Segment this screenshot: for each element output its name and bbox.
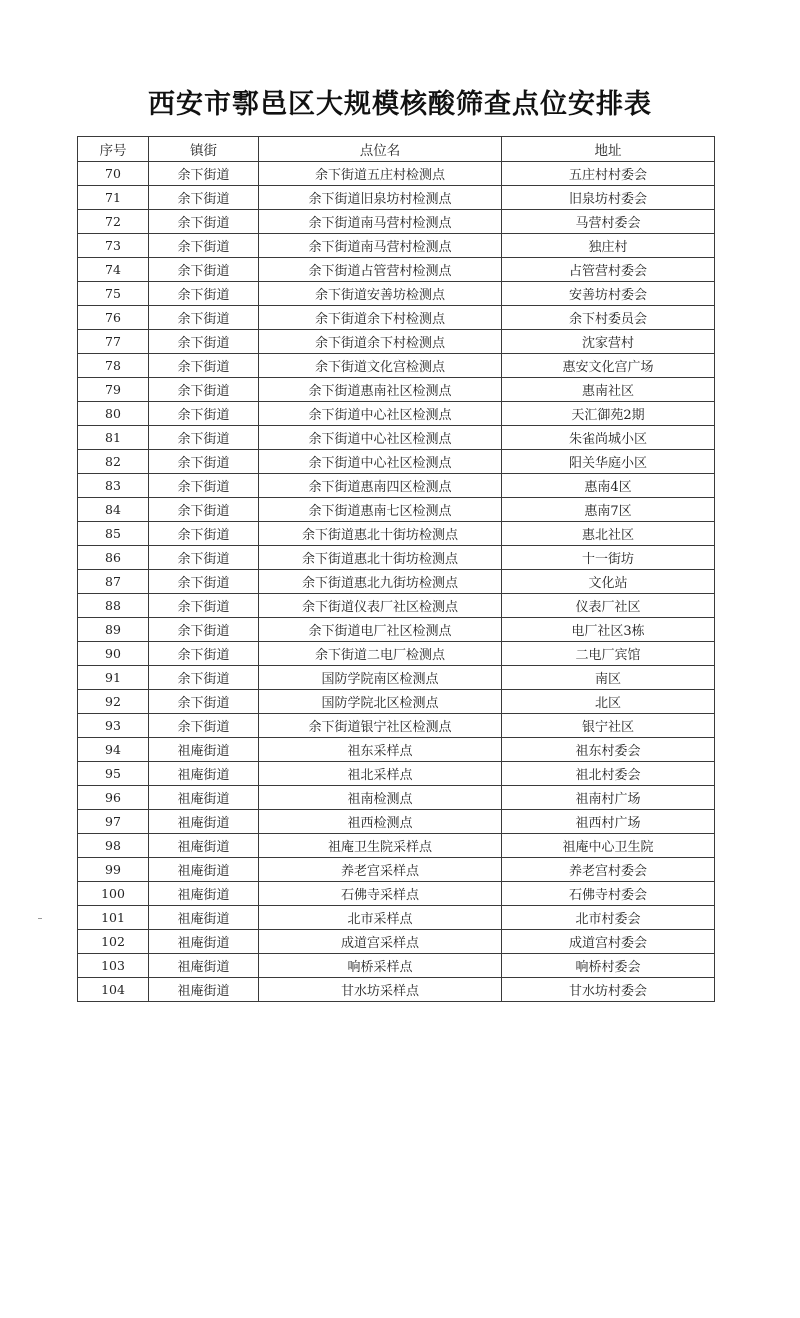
cell-address: 北市村委会 xyxy=(502,906,715,930)
cell-number: 86 xyxy=(78,546,149,570)
cell-address: 祖东村委会 xyxy=(502,738,715,762)
cell-street: 余下街道 xyxy=(149,642,259,666)
table-row xyxy=(78,522,715,546)
cell-street: 余下街道 xyxy=(149,498,259,522)
cell-address: 仪表厂社区 xyxy=(502,594,715,618)
cell-number: 79 xyxy=(78,378,149,402)
cell-number: 104 xyxy=(78,978,149,1002)
cell-site-name: 余下街道南马营村检测点 xyxy=(259,234,502,258)
cell-address: 惠南社区 xyxy=(502,378,715,402)
table-row xyxy=(78,666,715,690)
cell-street: 祖庵街道 xyxy=(149,954,259,978)
table-row xyxy=(78,762,715,786)
cell-address: 五庄村村委会 xyxy=(502,162,715,186)
cell-number: 90 xyxy=(78,642,149,666)
cell-address: 天汇御苑2期 xyxy=(502,402,715,426)
cell-site-name: 余下街道惠南社区检测点 xyxy=(259,378,502,402)
cell-site-name: 余下街道五庄村检测点 xyxy=(259,162,502,186)
table-row xyxy=(78,618,715,642)
scan-mark xyxy=(38,918,42,919)
cell-site-name: 国防学院北区检测点 xyxy=(259,690,502,714)
table-row xyxy=(78,594,715,618)
cell-site-name: 余下街道电厂社区检测点 xyxy=(259,618,502,642)
table-row xyxy=(78,354,715,378)
cell-street: 余下街道 xyxy=(149,402,259,426)
cell-street: 余下街道 xyxy=(149,690,259,714)
cell-address: 文化站 xyxy=(502,570,715,594)
table-row xyxy=(78,282,715,306)
cell-address: 马营村委会 xyxy=(502,210,715,234)
table-row xyxy=(78,858,715,882)
cell-site-name: 祖庵卫生院采样点 xyxy=(259,834,502,858)
cell-number: 89 xyxy=(78,618,149,642)
table-row xyxy=(78,978,715,1002)
cell-number: 96 xyxy=(78,786,149,810)
cell-site-name: 余下街道旧泉坊村检测点 xyxy=(259,186,502,210)
cell-street: 余下街道 xyxy=(149,282,259,306)
cell-site-name: 国防学院南区检测点 xyxy=(259,666,502,690)
cell-street: 祖庵街道 xyxy=(149,978,259,1002)
cell-site-name: 余下街道惠南四区检测点 xyxy=(259,474,502,498)
cell-address: 祖北村委会 xyxy=(502,762,715,786)
cell-number: 81 xyxy=(78,426,149,450)
cell-number: 102 xyxy=(78,930,149,954)
cell-street: 余下街道 xyxy=(149,234,259,258)
cell-address: 占管营村委会 xyxy=(502,258,715,282)
cell-site-name: 余下街道银宁社区检测点 xyxy=(259,714,502,738)
table-row xyxy=(78,498,715,522)
cell-site-name: 余下街道中心社区检测点 xyxy=(259,450,502,474)
cell-number: 97 xyxy=(78,810,149,834)
cell-street: 祖庵街道 xyxy=(149,762,259,786)
table-row xyxy=(78,834,715,858)
cell-street: 余下街道 xyxy=(149,714,259,738)
cell-address: 阳关华庭小区 xyxy=(502,450,715,474)
cell-site-name: 北市采样点 xyxy=(259,906,502,930)
cell-site-name: 余下街道仪表厂社区检测点 xyxy=(259,594,502,618)
cell-address: 成道宫村委会 xyxy=(502,930,715,954)
cell-street: 余下街道 xyxy=(149,450,259,474)
cell-site-name: 余下街道中心社区检测点 xyxy=(259,426,502,450)
cell-site-name: 余下街道惠北十街坊检测点 xyxy=(259,522,502,546)
cell-site-name: 余下街道余下村检测点 xyxy=(259,306,502,330)
cell-street: 余下街道 xyxy=(149,354,259,378)
cell-address: 北区 xyxy=(502,690,715,714)
header-address: 地址 xyxy=(502,137,715,162)
cell-number: 85 xyxy=(78,522,149,546)
cell-street: 余下街道 xyxy=(149,618,259,642)
cell-street: 祖庵街道 xyxy=(149,882,259,906)
cell-address: 独庄村 xyxy=(502,234,715,258)
cell-number: 88 xyxy=(78,594,149,618)
table-row xyxy=(78,210,715,234)
cell-address: 惠北社区 xyxy=(502,522,715,546)
page-title: 西安市鄠邑区大规模核酸筛查点位安排表 xyxy=(148,89,652,120)
table-header xyxy=(78,137,715,162)
cell-street: 余下街道 xyxy=(149,546,259,570)
cell-street: 余下街道 xyxy=(149,474,259,498)
schedule-table xyxy=(77,136,715,1002)
cell-site-name: 甘水坊采样点 xyxy=(259,978,502,1002)
cell-site-name: 祖东采样点 xyxy=(259,738,502,762)
table-row xyxy=(78,642,715,666)
cell-number: 95 xyxy=(78,762,149,786)
cell-address: 朱雀尚城小区 xyxy=(502,426,715,450)
cell-number: 80 xyxy=(78,402,149,426)
table-row xyxy=(78,162,715,186)
cell-street: 余下街道 xyxy=(149,378,259,402)
table-row xyxy=(78,186,715,210)
table-row xyxy=(78,450,715,474)
cell-site-name: 响桥采样点 xyxy=(259,954,502,978)
cell-street: 余下街道 xyxy=(149,330,259,354)
cell-address: 养老宫村委会 xyxy=(502,858,715,882)
cell-address: 银宁社区 xyxy=(502,714,715,738)
cell-number: 72 xyxy=(78,210,149,234)
cell-number: 83 xyxy=(78,474,149,498)
cell-street: 余下街道 xyxy=(149,666,259,690)
cell-number: 71 xyxy=(78,186,149,210)
cell-street: 祖庵街道 xyxy=(149,834,259,858)
cell-street: 祖庵街道 xyxy=(149,930,259,954)
cell-address: 旧泉坊村委会 xyxy=(502,186,715,210)
cell-number: 74 xyxy=(78,258,149,282)
table-body xyxy=(78,162,715,1002)
cell-address: 安善坊村委会 xyxy=(502,282,715,306)
cell-number: 91 xyxy=(78,666,149,690)
cell-street: 余下街道 xyxy=(149,210,259,234)
table-row xyxy=(78,474,715,498)
table-row xyxy=(78,402,715,426)
cell-street: 余下街道 xyxy=(149,570,259,594)
cell-street: 余下街道 xyxy=(149,186,259,210)
cell-number: 78 xyxy=(78,354,149,378)
cell-site-name: 祖北采样点 xyxy=(259,762,502,786)
table-row xyxy=(78,738,715,762)
cell-street: 余下街道 xyxy=(149,162,259,186)
cell-address: 石佛寺村委会 xyxy=(502,882,715,906)
header-site-name: 点位名 xyxy=(259,137,502,162)
cell-address: 祖庵中心卫生院 xyxy=(502,834,715,858)
cell-site-name: 石佛寺采样点 xyxy=(259,882,502,906)
table-row xyxy=(78,714,715,738)
cell-number: 76 xyxy=(78,306,149,330)
cell-site-name: 余下街道文化宫检测点 xyxy=(259,354,502,378)
table-row xyxy=(78,810,715,834)
table-row xyxy=(78,570,715,594)
cell-number: 77 xyxy=(78,330,149,354)
cell-address: 十一街坊 xyxy=(502,546,715,570)
cell-street: 余下街道 xyxy=(149,594,259,618)
cell-site-name: 余下街道安善坊检测点 xyxy=(259,282,502,306)
cell-street: 余下街道 xyxy=(149,306,259,330)
cell-number: 101 xyxy=(78,906,149,930)
cell-number: 100 xyxy=(78,882,149,906)
cell-street: 祖庵街道 xyxy=(149,906,259,930)
cell-address: 南区 xyxy=(502,666,715,690)
cell-address: 响桥村委会 xyxy=(502,954,715,978)
cell-street: 祖庵街道 xyxy=(149,738,259,762)
cell-street: 余下街道 xyxy=(149,522,259,546)
table-row xyxy=(78,930,715,954)
table-row xyxy=(78,234,715,258)
table-row xyxy=(78,954,715,978)
cell-site-name: 养老宫采样点 xyxy=(259,858,502,882)
cell-address: 惠南4区 xyxy=(502,474,715,498)
cell-site-name: 余下街道惠北十街坊检测点 xyxy=(259,546,502,570)
cell-address: 惠安文化宫广场 xyxy=(502,354,715,378)
cell-number: 92 xyxy=(78,690,149,714)
cell-site-name: 祖西检测点 xyxy=(259,810,502,834)
cell-site-name: 余下街道占管营村检测点 xyxy=(259,258,502,282)
table-row xyxy=(78,258,715,282)
cell-address: 祖西村广场 xyxy=(502,810,715,834)
cell-street: 祖庵街道 xyxy=(149,810,259,834)
cell-site-name: 余下街道惠北九街坊检测点 xyxy=(259,570,502,594)
cell-number: 103 xyxy=(78,954,149,978)
cell-address: 祖南村广场 xyxy=(502,786,715,810)
cell-address: 二电厂宾馆 xyxy=(502,642,715,666)
cell-number: 70 xyxy=(78,162,149,186)
cell-address: 甘水坊村委会 xyxy=(502,978,715,1002)
table-row xyxy=(78,426,715,450)
table-row xyxy=(78,906,715,930)
cell-number: 99 xyxy=(78,858,149,882)
cell-street: 祖庵街道 xyxy=(149,786,259,810)
cell-number: 94 xyxy=(78,738,149,762)
cell-address: 余下村委员会 xyxy=(502,306,715,330)
cell-site-name: 余下街道南马营村检测点 xyxy=(259,210,502,234)
cell-site-name: 余下街道余下村检测点 xyxy=(259,330,502,354)
table-row xyxy=(78,306,715,330)
cell-number: 98 xyxy=(78,834,149,858)
cell-address: 电厂社区3栋 xyxy=(502,618,715,642)
cell-site-name: 余下街道惠南七区检测点 xyxy=(259,498,502,522)
cell-number: 82 xyxy=(78,450,149,474)
table-row xyxy=(78,330,715,354)
table-row xyxy=(78,786,715,810)
cell-number: 75 xyxy=(78,282,149,306)
table-header-row xyxy=(78,137,715,162)
cell-address: 惠南7区 xyxy=(502,498,715,522)
header-street: 镇街 xyxy=(149,137,259,162)
cell-number: 73 xyxy=(78,234,149,258)
cell-number: 87 xyxy=(78,570,149,594)
cell-site-name: 余下街道中心社区检测点 xyxy=(259,402,502,426)
cell-site-name: 成道宫采样点 xyxy=(259,930,502,954)
cell-site-name: 祖南检测点 xyxy=(259,786,502,810)
cell-street: 祖庵街道 xyxy=(149,858,259,882)
table-row xyxy=(78,378,715,402)
cell-site-name: 余下街道二电厂检测点 xyxy=(259,642,502,666)
header-number: 序号 xyxy=(78,137,149,162)
table-row xyxy=(78,546,715,570)
cell-street: 余下街道 xyxy=(149,258,259,282)
cell-street: 余下街道 xyxy=(149,426,259,450)
cell-address: 沈家营村 xyxy=(502,330,715,354)
cell-number: 93 xyxy=(78,714,149,738)
cell-number: 84 xyxy=(78,498,149,522)
table-row xyxy=(78,882,715,906)
table-row xyxy=(78,690,715,714)
